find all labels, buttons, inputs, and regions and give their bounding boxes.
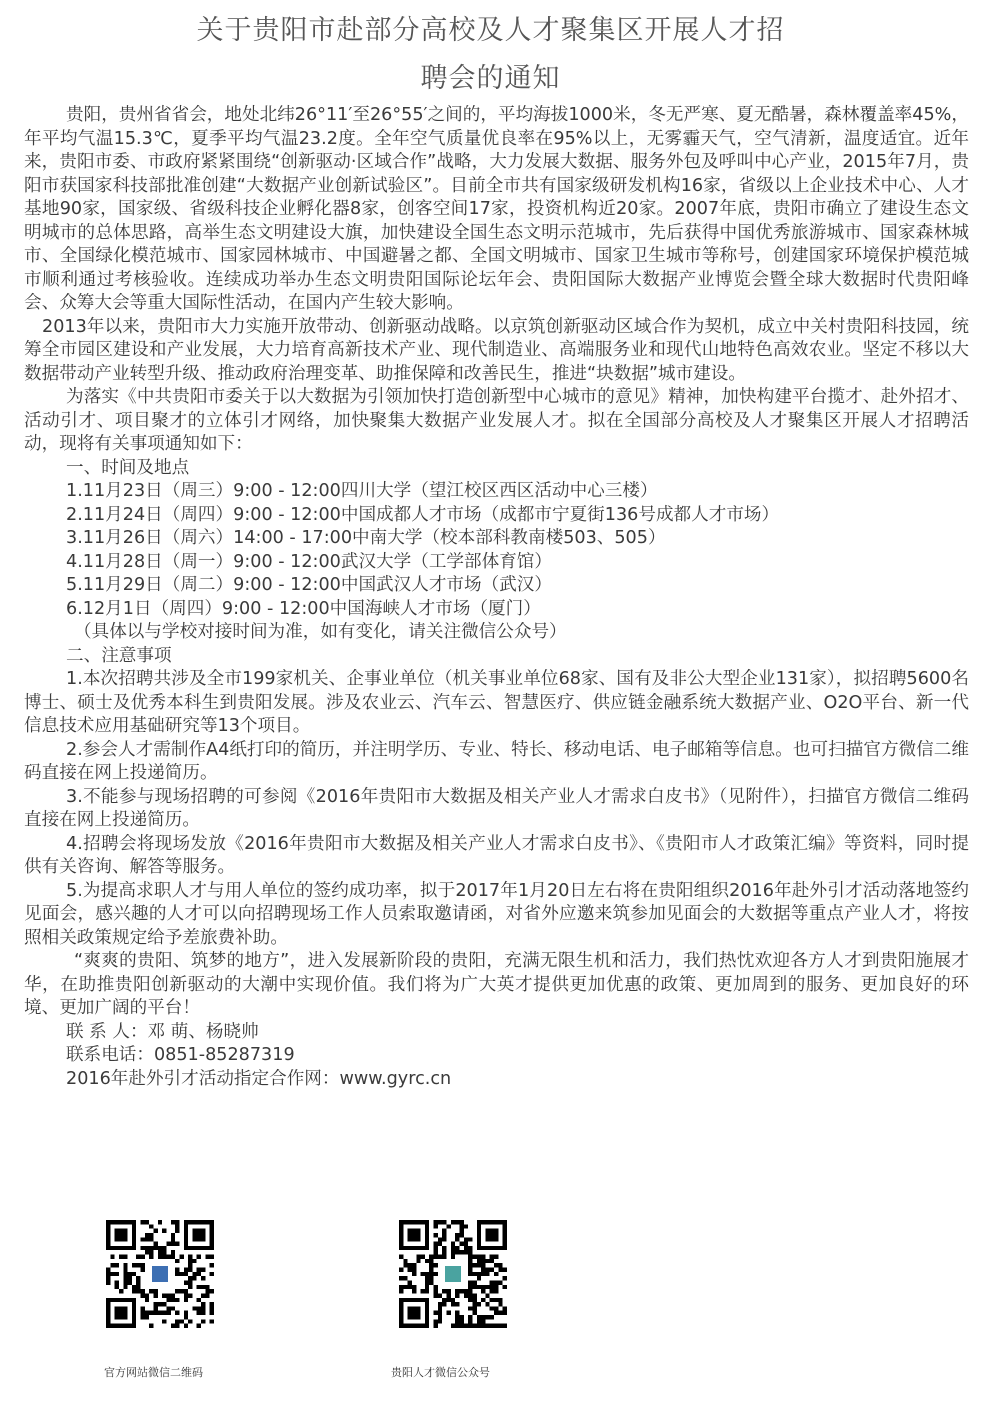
schedule-item: 5.11月29日（周二）9:00 - 12:00中国武汉人才市场（武汉） <box>66 575 552 595</box>
notice-title-line2: 聘会的通知 <box>420 63 561 94</box>
notice-title-line1: 关于贵阳市赴部分高校及人才聚集区开展人才招 <box>196 15 785 46</box>
note-item: 5.为提高求职人才与用人单位的签约成功率，拟于2017年1月20日左右将在贵阳组织2016年赴外引才活动落地签约见面会，感兴趣的人才可以向招聘现场工作人员索取邀请函，对省外应邀来筑参加见面会的大数据等重点产业人才，将按照相关政策规定给予差旅费补助。 <box>24 880 969 948</box>
intro-paragraph: 贵阳，贵州省省会，地处北纬26°11′至26°55′之间的，平均海拔1000米，冬无严寒、夏无酷暑，森林覆盖率45%，年平均气温15.3℃，夏季平均气温23.2度。全年空气质量优良率在95%以上，无雾霾天气，空气清新，温度适宜。近年来，贵阳市委、市政府紧紧围绕“创新驱动·区域合作”战略，大力发展大数据、服务外包及呼叫中心产业，2015年7月，贵阳市获国家科技部批准创建“大数据产业创新试验区”。目前全市共有国家级研发机构16家，省级以上企业技术中心、人才基地90家，国家级、省级科技企业孵化器8家，创客空间17家，投资机构近20家。2007年底，贵阳市确立了建设生态文明城市的总体思路，高举生态文明建设大旗，加快建设全国生态文明示范城市，先后获得中国优秀旅游城市、国家森林城市、全国绿化模范城市、国家园林城市、中国避暑之都、全国文明城市、国家卫生城市等称号，创建国家环境保护模范城市顺利通过考核验收。连续成功举办生态文明贵阳国际论坛年会、贵阳国际大数据产业博览会暨全球大数据时代贵阳峰会、众筹大会等重大国际性活动，在国内产生较大影响。 <box>24 105 969 313</box>
qr-caption-talent: 贵阳人才微信公众号 <box>391 1366 490 1379</box>
schedule-item: 1.11月23日（周三）9:00 - 12:00四川大学（望江校区西区活动中心三楼） <box>66 481 658 501</box>
notice-body <box>24 104 969 1091</box>
note-item: 2.参会人才需制作A4纸打印的简历，并注明学历、专业、特长、移动电话、电子邮箱等信息。也可扫描官方微信二维码直接在网上投递简历。 <box>24 739 969 783</box>
guiyang-talent-wechat-qr-code-icon <box>399 1220 507 1328</box>
official-website-qr-code-icon <box>106 1220 214 1328</box>
section-heading-time-place: 一、时间及地点 <box>66 457 190 478</box>
schedule-item: 2.11月24日（周四）9:00 - 12:00中国成都人才市场（成都市宁夏街136号成都人才市场） <box>66 504 780 525</box>
section-heading-notes: 二、注意事项 <box>66 645 172 666</box>
schedule-item: 4.11月28日（周一）9:00 - 12:00武汉大学（工学部体育馆） <box>66 551 552 572</box>
schedule-item: 3.11月26日（周六）14:00 - 17:00中南大学（校本部科教南楼503、505） <box>66 528 666 548</box>
note-item: 3.不能参与现场招聘的可参阅《2016年贵阳市大数据及相关产业人才需求白皮书》（见附件），扫描官方微信二维码直接在网上投递简历。 <box>24 786 969 830</box>
closing-paragraph: “爽爽的贵阳、筑梦的地方”，进入发展新阶段的贵阳，充满无限生机和活力，我们热忱欢迎各方人才到贵阳施展才华，在助推贵阳创新驱动的大潮中实现价值。我们将为广大英才提供更加优惠的政策、更加周到的服务、更加良好的环境、更加广阔的平台！ <box>24 951 969 1018</box>
purpose-paragraph: 为落实《中共贵阳市委关于以大数据为引领加快打造创新型中心城市的意见》精神，加快构建平台揽才、赴外招才、活动引才、项目聚才的立体引才网络，加快聚集大数据产业发展人才。拟在全国部分高校及人才聚集区开展人才招聘活动，现将有关事项通知如下： <box>24 387 969 454</box>
qr-caption-official: 官方网站微信二维码 <box>104 1366 203 1379</box>
contact-person: 联 系 人：邓 萌、杨晓帅 <box>66 1021 259 1042</box>
schedule-note: （具体以与学校对接时间为准，如有变化，请关注微信公众号） <box>74 622 567 642</box>
note-item: 1.本次招聘共涉及全市199家机关、企事业单位（机关事业单位68家、国有及非公大型企业131家），拟招聘5600名博士、硕士及优秀本科生到贵阳发展。涉及农业云、汽车云、智慧医疗、供应链金融系统大数据产业、O2O平台、新一代信息技术应用基础研究等13个项目。 <box>24 669 969 736</box>
development-paragraph: 2013年以来，贵阳市大力实施开放带动、创新驱动战略。以京筑创新驱动区域合作为契机，成立中关村贵阳科技园，统筹全市园区建设和产业发展，大力培育高新技术产业、现代制造业、高端服务业和现代山地特色高效农业。坚定不移以大数据带动产业转型升级、推动政府治理变革、助推保障和改善民生，推进“块数据”城市建设。 <box>24 316 969 384</box>
contact-phone: 联系电话：0851-85287319 <box>66 1045 295 1065</box>
contact-website[interactable]: 2016年赴外引才活动指定合作网：www.gyrc.cn <box>66 1068 452 1089</box>
schedule-item: 6.12月1日（周四）9:00 - 12:00中国海峡人才市场（厦门） <box>66 598 541 619</box>
note-item: 4.招聘会将现场发放《2016年贵阳市大数据及相关产业人才需求白皮书》、《贵阳市人才政策汇编》等资料，同时提供有关咨询、解答等服务。 <box>24 833 969 877</box>
